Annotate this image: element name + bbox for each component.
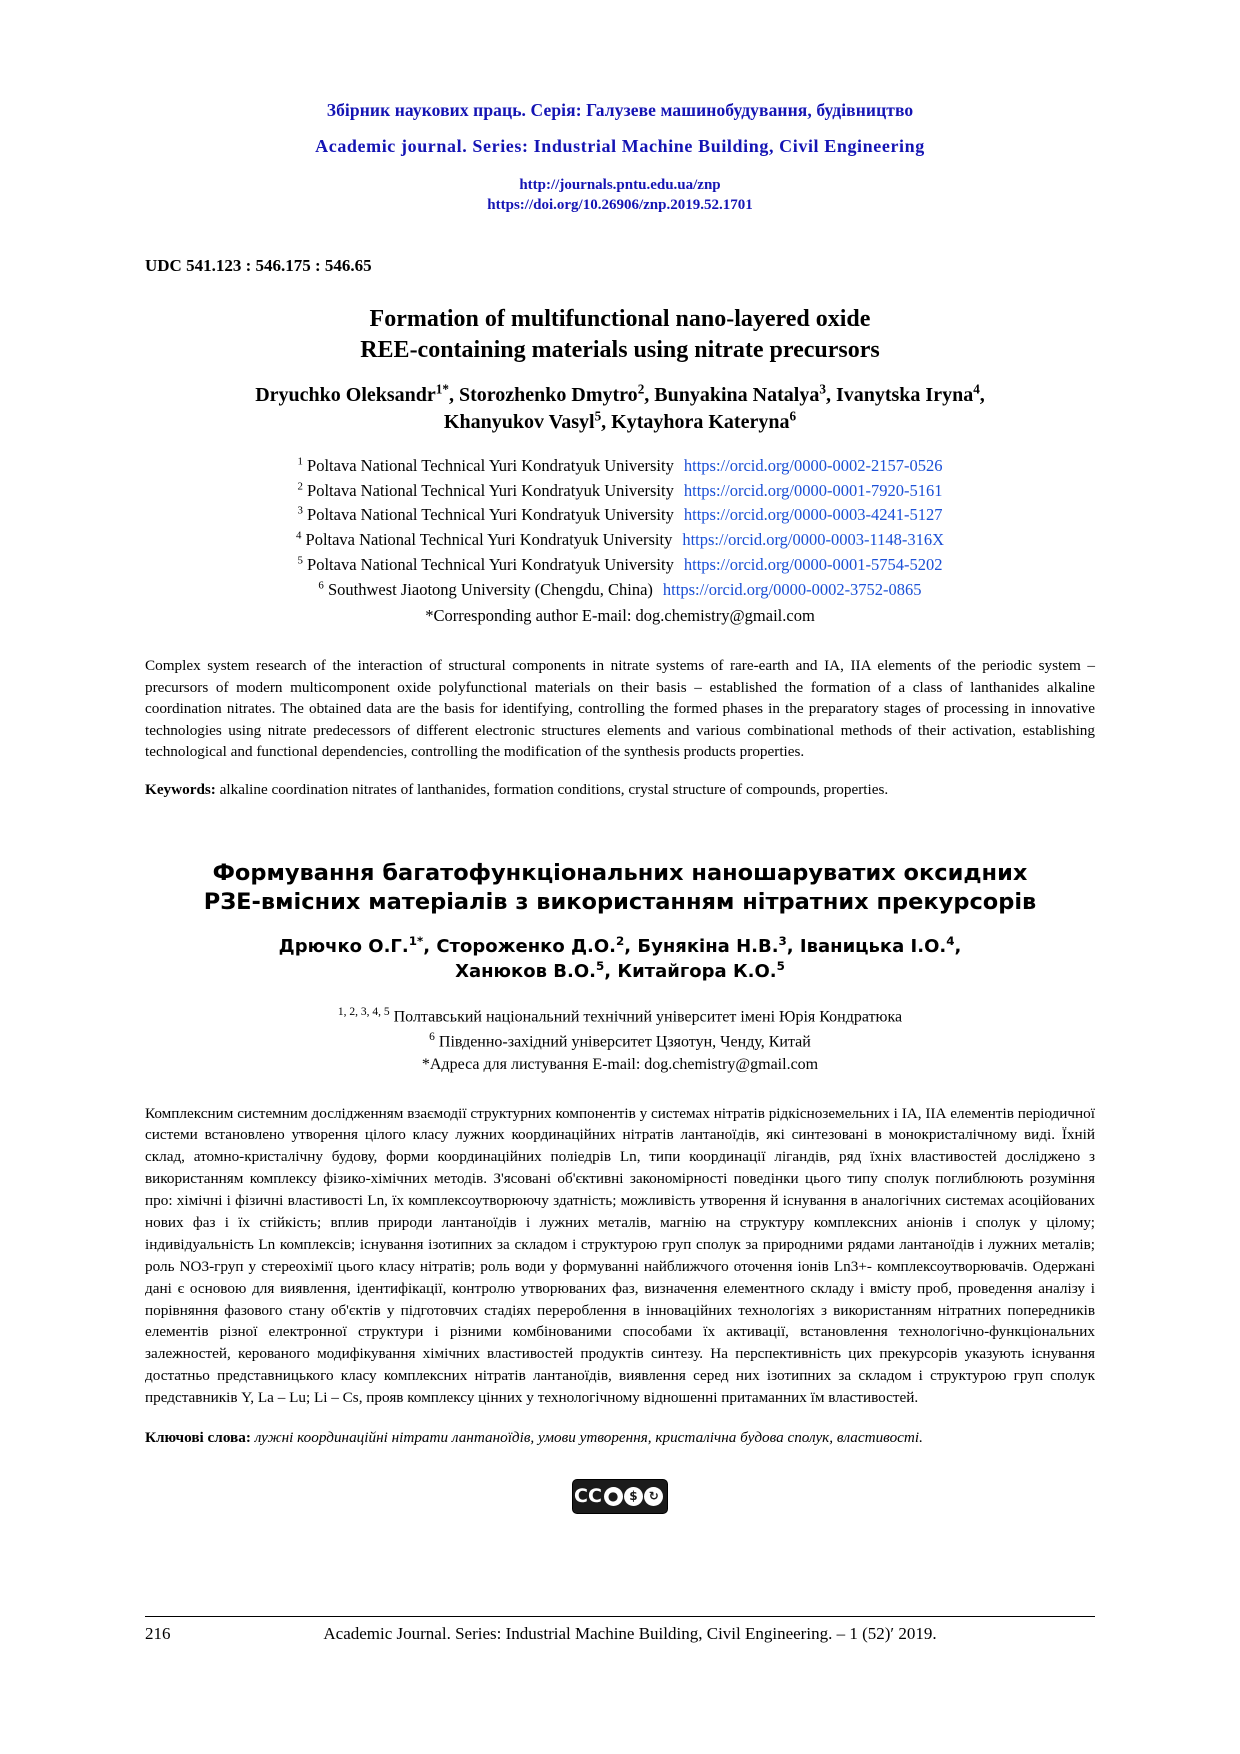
article-title-ua-line2: РЗЕ-вмісних матеріалів з використанням нітратних прекурсорів: [203, 889, 1037, 916]
author-en-6-sup: 6: [789, 408, 797, 424]
affiliations-ua: [145, 1004, 1095, 1076]
orcid-link[interactable]: https://orcid.org/0000-0003-1148-316X: [682, 530, 945, 550]
author-ua-5-sup: 5: [595, 959, 605, 974]
author-ua-1-sup: 1*: [408, 933, 424, 948]
article-title-en-line1: Formation of multifunctional nano-layered oxide: [369, 305, 871, 332]
author-en-4: , Ivanytska Iryna: [825, 383, 974, 406]
affiliation-sup: 1: [297, 455, 303, 468]
cc-sa-icon: ↻: [644, 1487, 663, 1506]
affiliation-row: [145, 454, 1095, 479]
keywords-en-label: Keywords:: [145, 781, 216, 799]
affiliation-text: [297, 553, 673, 578]
journal-title-ua: Збірник наукових праць. Серія: Галузеве машинобудування, будівництво: [326, 100, 914, 120]
orcid-link[interactable]: https://orcid.org/0000-0002-2157-0526: [683, 455, 943, 475]
article-title-ua-line1: Формування багатофункціональних наношаруватих оксидних: [212, 859, 1028, 886]
author-ua-6-sup: 5: [776, 959, 785, 974]
affiliation-text: [318, 578, 653, 603]
page-footer: [145, 1624, 1095, 1644]
page-content: [145, 100, 1095, 1514]
author-en-2-sup: 2: [637, 381, 645, 397]
keywords-en-text: alkaline coordination nitrates of lanthanides, formation conditions, crystal structure of compounds, properties.: [215, 781, 889, 799]
affiliation-sup: 6: [318, 579, 324, 592]
authors-ua-line2: [145, 959, 1095, 984]
affiliation-text: [296, 528, 672, 553]
authors-en: [145, 382, 1095, 436]
keywords-en: [145, 779, 1095, 801]
author-en-1: Dryuchko Oleksandr: [255, 383, 436, 406]
affiliation-name: Southwest Jiaotong University (Chengdu, China): [327, 579, 653, 599]
author-ua-5: Ханюков В.О.: [455, 961, 596, 983]
authors-ua-line1: [145, 934, 1095, 959]
journal-doi-link[interactable]: https://doi.org/10.26906/znp.2019.52.1701: [487, 197, 753, 214]
creative-commons-icon[interactable]: [572, 1479, 668, 1514]
author-ua-line1-end: ,: [954, 935, 962, 957]
authors-en-line1: [145, 382, 1095, 409]
author-en-1-sup: 1*: [435, 381, 449, 397]
orcid-link[interactable]: https://orcid.org/0000-0003-4241-5127: [683, 505, 943, 525]
affiliation-row: [145, 528, 1095, 553]
abstract-en: Complex system research of the interaction of structural components in nitrate systems of rare-earth and IA, IIA elements of the periodic system – precursors of modern multicomponent oxide polyfunctional materials on their basis – established the formation of a class of lanthanides alkaline coordination nitrates. The obtained data are the basis for identifying, controlling the formed phases in the preparatory stages of processing in innovative technologies using nitrate predecessors of different electronic structures elements and various combinational methods of their activation, establishing technological and functional dependencies, controlling the modification of the synthesis products properties.: [145, 657, 1095, 761]
author-ua-4: , Іваницька І.О.: [786, 935, 947, 957]
affiliation-name: Poltava National Technical Yuri Kondratyuk University: [307, 554, 674, 574]
affiliation-ua-row: [145, 1004, 1095, 1029]
affiliation-name: Poltava National Technical Yuri Kondratyuk University: [307, 480, 674, 500]
license-badge-wrapper: [145, 1479, 1095, 1514]
affiliation-ua-name: Полтавський національний технічний університет імені Юрія Кондратюка: [389, 1008, 903, 1026]
author-ua-3-sup: 3: [778, 933, 787, 948]
keywords-ua-label: Ключові слова:: [145, 1429, 251, 1447]
abstract-ua: Комплексним системним дослідженням взаємодії структурних компонентів у системах нітратів рідкісноземельних і ІА, ІІА елементів періодичної системи встановлено утворення цілого класу лужних координаційних нітратів лантаноїдів, які синтезовані в монокристалічному виді. Їхній склад, атомно-кристалічну будову, форми координаційних поліедрів Ln, типи координації лігандів, ряд їхніх властивостей досліджено з використанням комплексу фізико-хімічних методів. З'ясовані об'єктивні закономірності поведінки цього типу сполук поглиблюють розуміння про: хімічні і фізичні властивості Ln, їх комплексоутворюючу здатність; можливість утворення й існування в аналогічних системах асоційованих нових фаз і їх стійкість; вплив природи лантаноїдів і лужних металів, магнію на структуру комплексних аніонів і сполук у цілому; індивідуальність Ln комплексів; існування ізотипних за складом і структурою груп сполук за природними рядами лантаноїдів і лужних металів; роль NO3-груп у стереохімії цього класу нітратів; роль води у формуванні найближчого оточення іонів Ln3+- комплексоутворювачів. Одержані дані є основою для виявлення, ідентифікації, контролю утворюваних фаз, визначення елементного складу і вмісту проб, проведення аналізу і порівняння фазового стану об'єктів у підготовчих стадіях перероблення в інноваційних технологіях з використанням нітратних попередників елементів різної електронної структури і різними комбінованими способами їх активації, встановлення технологічно-функціональних залежностей, керованого модифікування хімічних властивостей продуктів синтезу. На перспективність цих прекурсорів указують існування достатньо представницького класу комплексних нітратів лантаноїдів, виявлення серед них ізотипних за складом і структурою груп сполук представників Y, La – Lu; Li – Cs, прояв комплексу цінних у технологічному відношенні притаманних їм властивостей.: [145, 1104, 1095, 1407]
journal-url-link[interactable]: http://journals.pntu.edu.ua/znp: [519, 177, 721, 193]
author-ua-4-sup: 4: [946, 933, 955, 948]
journal-header: [145, 100, 1095, 216]
article-title-en: [145, 304, 1095, 366]
affiliation-name: Poltava National Technical Yuri Kondratyuk University: [307, 455, 674, 475]
article-title-en-line2: REE-containing materials using nitrate precursors: [360, 336, 880, 363]
keywords-ua: [145, 1427, 1095, 1449]
cc-by-icon: ●: [604, 1487, 623, 1506]
cc-mark-label: CC: [574, 1485, 602, 1508]
author-ua-2-sup: 2: [616, 933, 625, 948]
corresponding-author-ua: *Адреса для листування E-mail: dog.chemistry@gmail.com: [421, 1056, 819, 1074]
author-en-4-sup: 4: [973, 381, 980, 397]
affiliation-row: [145, 503, 1095, 528]
author-en-line1-end: ,: [979, 383, 985, 406]
author-ua-1: Дрючко О.Г.: [278, 935, 409, 957]
affiliation-text: [297, 454, 673, 479]
corresponding-author-en: *Corresponding author E-mail: dog.chemistry@gmail.com: [425, 606, 815, 626]
authors-en-line2: [145, 409, 1095, 436]
orcid-link[interactable]: https://orcid.org/0000-0001-5754-5202: [683, 554, 943, 574]
author-ua-2: , Стороженко Д.О.: [423, 935, 617, 957]
affiliation-name: Poltava National Technical Yuri Kondratyuk University: [307, 505, 674, 525]
orcid-link[interactable]: https://orcid.org/0000-0001-7920-5161: [683, 480, 943, 500]
udc-code: UDC 541.123 : 546.175 : 546.65: [145, 255, 372, 275]
author-en-2: , Storozhenko Dmytro: [448, 383, 638, 406]
footer-divider: [145, 1616, 1095, 1617]
affiliation-ua-row: [145, 1029, 1095, 1054]
cc-nc-icon: $: [624, 1487, 643, 1506]
affiliation-name: Poltava National Technical Yuri Kondratyuk University: [305, 530, 673, 550]
affiliation-sup: 3: [297, 504, 303, 517]
footer-page-number: 216: [145, 1624, 171, 1643]
affiliation-sup: 4: [295, 529, 302, 542]
affiliation-text: [297, 479, 673, 504]
author-ua-3: , Бунякіна Н.В.: [624, 935, 779, 957]
author-ua-6: , Китайгора К.О.: [604, 961, 777, 983]
affiliation-row: [145, 553, 1095, 578]
affiliation-sup: 5: [297, 554, 303, 567]
cc-conditions: [603, 1480, 667, 1513]
author-en-5-sup: 5: [594, 408, 602, 424]
affiliation-row: [145, 479, 1095, 504]
author-en-3: , Bunyakina Natalya: [644, 383, 820, 406]
affiliation-ua-sup: 6: [429, 1030, 435, 1043]
footer-journal-text: Academic Journal. Series: Industrial Machine Building, Civil Engineering. – 1 (52)′ 2019.: [323, 1624, 937, 1643]
affiliation-text: [297, 503, 673, 528]
affiliation-ua-name: Південно-західний університет Цзяотун, Ченду, Китай: [434, 1033, 811, 1051]
affiliation-sup: 2: [297, 480, 303, 493]
affiliation-ua-sup: 1, 2, 3, 4, 5: [337, 1006, 390, 1019]
author-en-6: , Kytayhora Kateryna: [601, 410, 790, 433]
authors-ua: [145, 934, 1095, 984]
author-en-3-sup: 3: [819, 381, 826, 397]
orcid-link[interactable]: https://orcid.org/0000-0002-3752-0865: [662, 579, 922, 599]
keywords-ua-text: лужні координаційні нітрати лантаноїдів, умови утворення, кристалічна будова сполук, властивості.: [250, 1429, 923, 1447]
affiliation-row: [145, 578, 1095, 603]
journal-title-en: Academic journal. Series: Industrial Machine Building, Civil Engineering: [315, 136, 925, 156]
affiliations-en: [145, 454, 1095, 629]
article-title-ua: [145, 859, 1095, 918]
author-en-5: Khanyukov Vasyl: [443, 410, 595, 433]
